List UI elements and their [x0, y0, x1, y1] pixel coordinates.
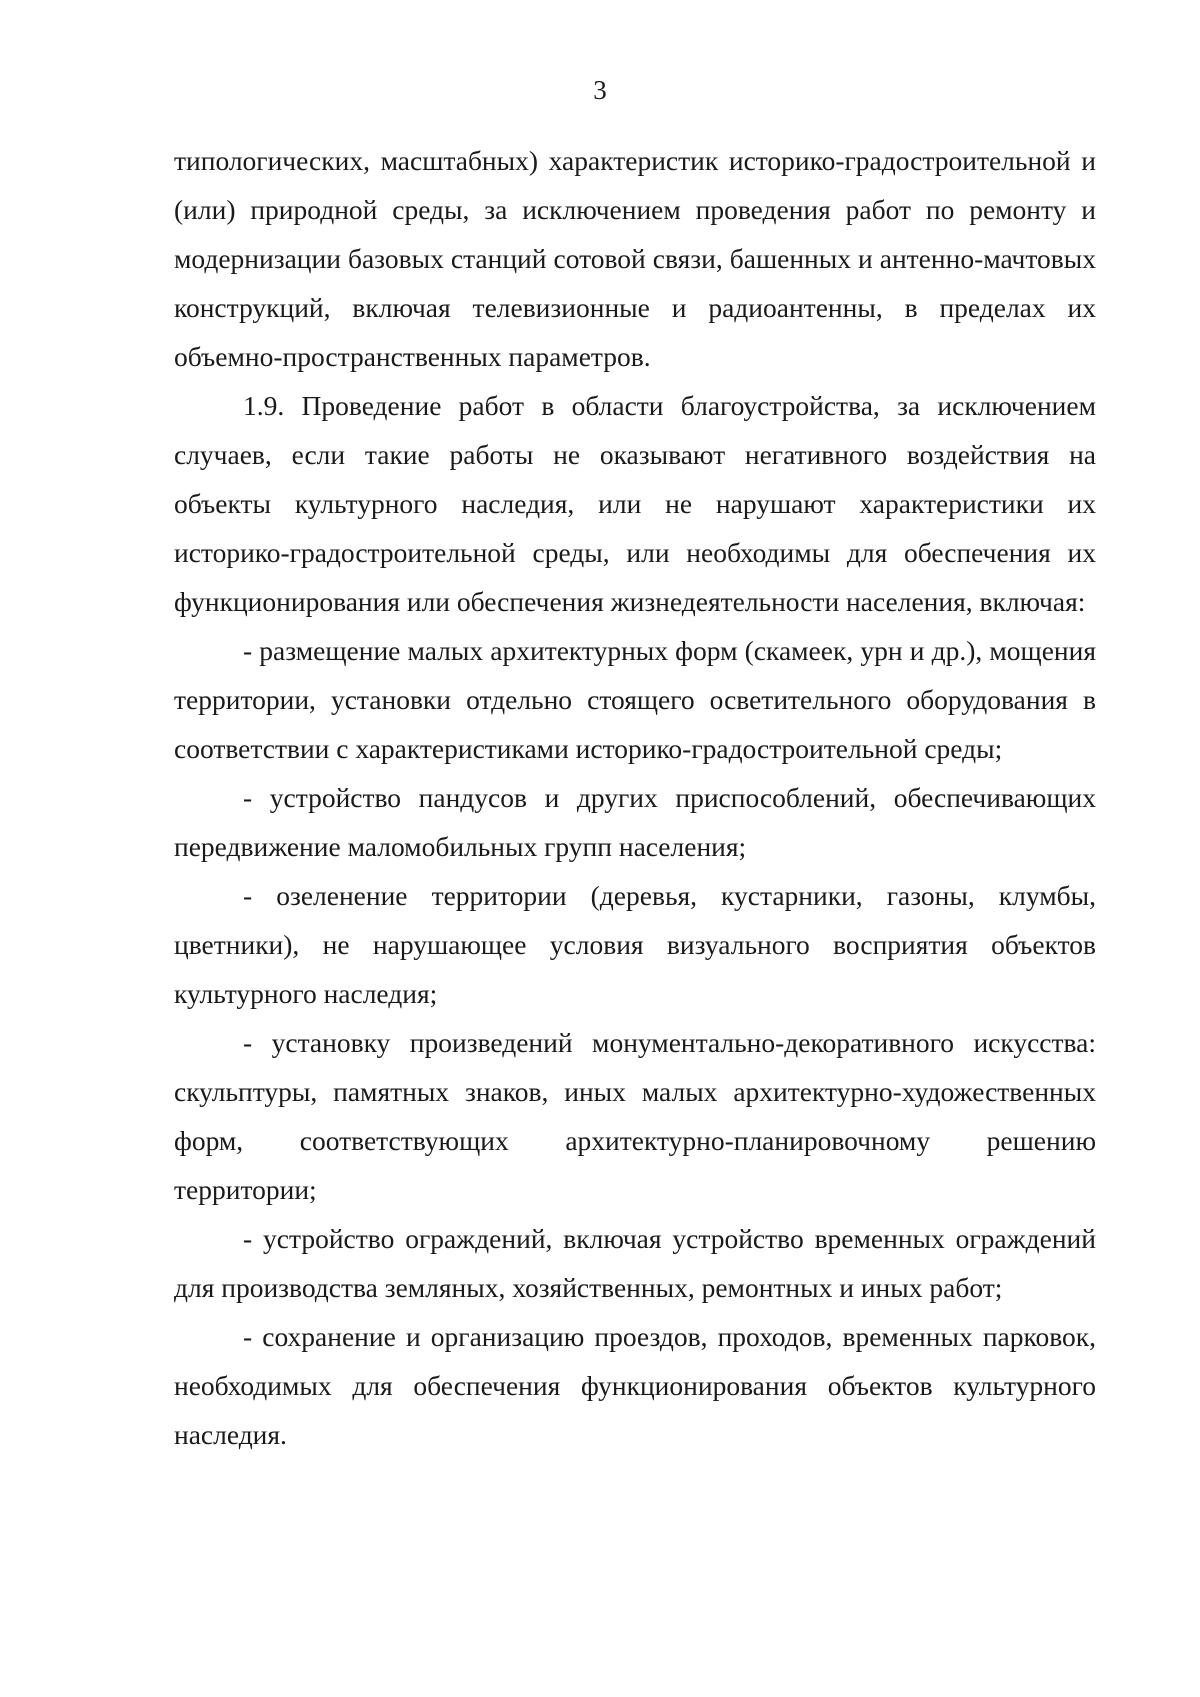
list-item-driveways-parking: - сохранение и организацию проездов, проходов, временных парковок, необходимых для обеспечения функционирования объектов культурного наследия.	[174, 1321, 1096, 1450]
paragraph-section-1-9: 1.9. Проведение работ в области благоустройства, за исключением случаев, если такие работы не оказывают негативного воздействия на объекты культурного наследия, или не нарушают характеристики их историко-градостроительной среды, или необходимы для обеспечения их функционирования или обеспечения жизнедеятельности населения, включая:	[174, 390, 1096, 617]
list-item-fences: - устройство ограждений, включая устройство временных ограждений для производства земляных, хозяйственных, ремонтных и иных работ;	[174, 1223, 1096, 1303]
list-item-landscaping: - озеленение территории (деревья, кустарники, газоны, клумбы, цветники), не нарушающее условия визуального восприятия объектов культурного наследия;	[174, 880, 1096, 1009]
list-item-ramps: - устройство пандусов и других приспособлений, обеспечивающих передвижение маломобильных групп населения;	[174, 782, 1096, 862]
list-item-small-architectural-forms: - размещение малых архитектурных форм (скамеек, урн и др.), мощения территории, установки отдельно стоящего осветительного оборудования в соответствии с характеристиками историко-градостроительной среды;	[174, 635, 1096, 764]
document-body	[174, 136, 1096, 1459]
page-number: 3	[593, 75, 607, 105]
paragraph-continuation: типологических, масштабных) характеристик историко-градостроительной и (или) природной среды, за исключением проведения работ по ремонту и модернизации базовых станций сотовой связи, башенных и антенно-мачтовых конструкций, включая телевизионные и радиоантенны, в пределах их объемно-пространственных параметров.	[174, 145, 1096, 372]
list-item-monumental-art: - установку произведений монументально-декоративного искусства: скульптуры, памятных знаков, иных малых архитектурно-художественных форм, соответствующих архитектурно-планировочному решению территории;	[174, 1027, 1096, 1205]
